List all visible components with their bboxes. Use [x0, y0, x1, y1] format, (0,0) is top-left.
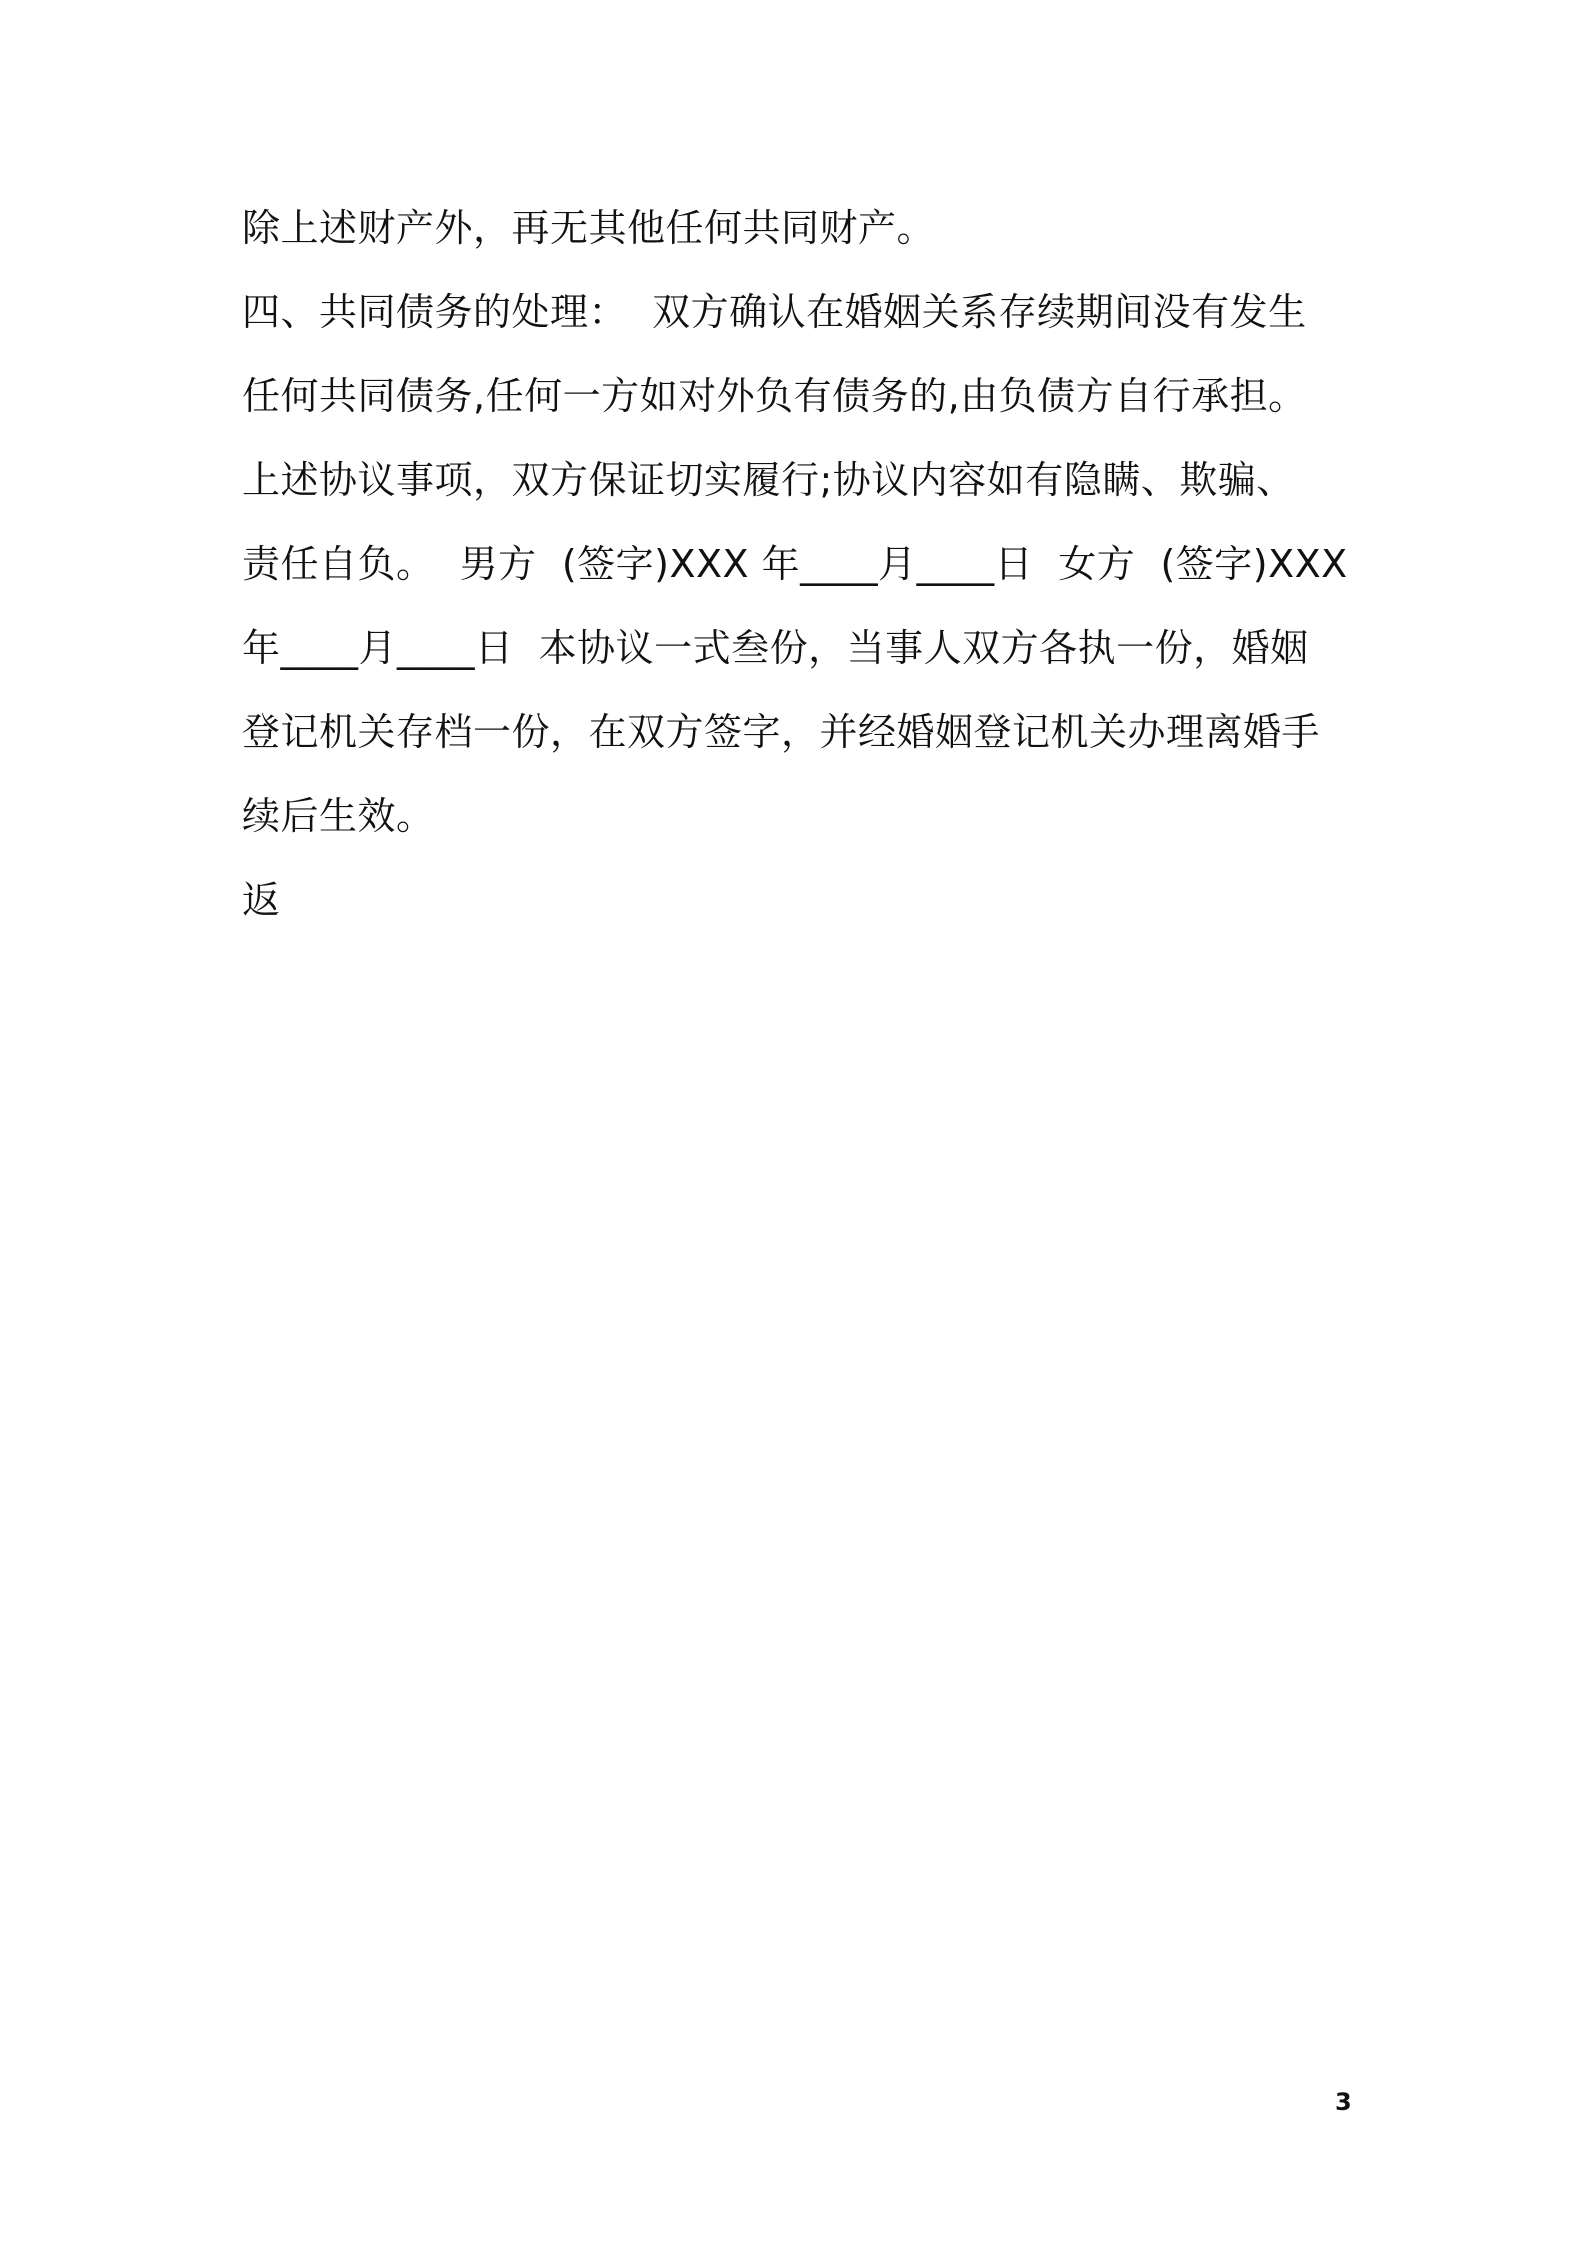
- page-number: 3: [1335, 2088, 1352, 2116]
- text-line-5: 责任自负。 男方 (签字)XXX 年____月____日 女方 (签字)XXX: [242, 542, 1348, 586]
- text-line-3: 任何共同债务,任何一方如对外负有债务的,由负债方自行承担。: [242, 374, 1307, 418]
- text-line-8: 续后生效。: [242, 794, 435, 838]
- text-line-4: 上述协议事项，双方保证切实履行;协议内容如有隐瞒、欺骗、: [242, 458, 1295, 502]
- text-line-1: 除上述财产外，再无其他任何共同财产。: [242, 206, 936, 250]
- text-line-7: 登记机关存档一份，在双方签字，并经婚姻登记机关办理离婚手: [242, 710, 1321, 754]
- text-line-2: 四、共同债务的处理： 双方确认在婚姻关系存续期间没有发生: [242, 290, 1307, 334]
- text-line-9: 返: [242, 878, 281, 922]
- text-line-6: 年____月____日 本协议一式叁份，当事人双方各执一份，婚姻: [242, 626, 1309, 670]
